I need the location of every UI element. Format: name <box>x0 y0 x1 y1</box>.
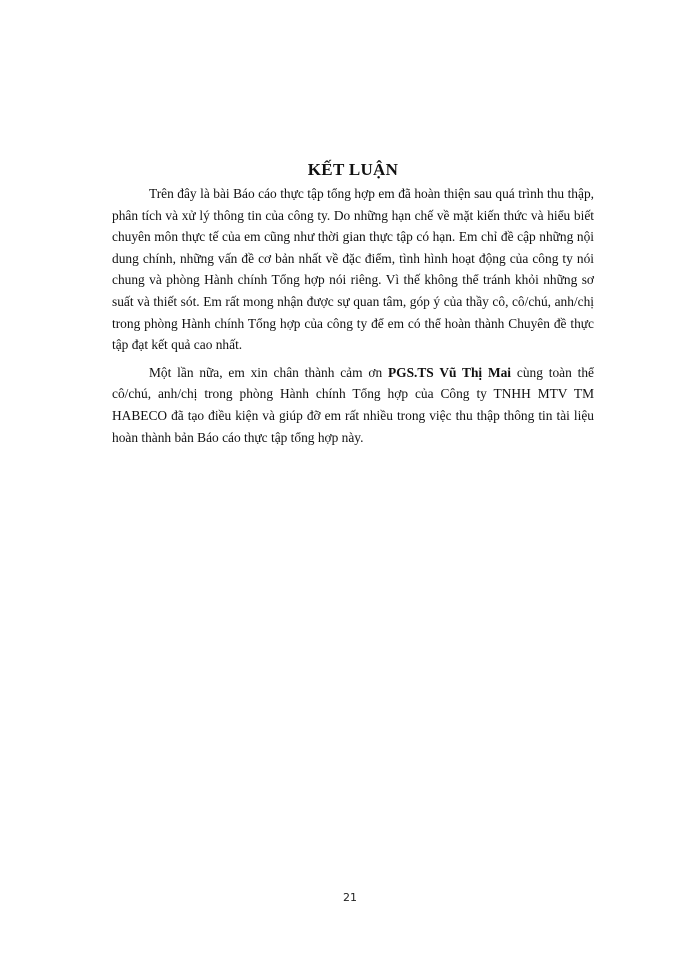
acknowledgement-text-end: cùng toàn thể cô/chú, anh/chị trong phòng Hành chính Tổng hợp của Công ty TNHH MTV TM HABECO đã tạo điều kiện và giúp đỡ em rất nhiều trong việc thu thập thông tin tài liệu hoàn thành bản Báo cáo thực tập tổng hợp này. <box>112 364 594 445</box>
acknowledgement-text-start: Một lần nữa, em xin chân thành cảm ơn <box>149 364 388 380</box>
paragraph-summary: Trên đây là bài Báo cáo thực tập tổng hợp em đã hoàn thiện sau quá trình thu thập, phân tích và xử lý thông tin của công ty. Do những hạn chế về mặt kiến thức và hiểu biết chuyên môn thực tế của em cũng như thời gian thực tập có hạn. Em chỉ đề cập những nội dung chính, những vấn đề cơ bản nhất về đặc điểm, tình hình hoạt động của công ty nói chung và phòng Hành chính Tổng hợp nói riêng. Vì thế không thể tránh khỏi những sơ suất và thiết sót. Em rất mong nhận được sự quan tâm, góp ý của thầy cô, cô/chú, anh/chị trong phòng Hành chính Tổng hợp của công ty để em có thể hoàn thành Chuyên đề thực tập đạt kết quả cao nhất. <box>112 186 594 353</box>
document-body <box>112 159 594 454</box>
page-title: KẾT LUẬN <box>307 160 399 179</box>
paragraph-acknowledgement <box>112 362 594 448</box>
page-number: 21 <box>343 891 357 904</box>
advisor-name: PGS.TS Vũ Thị Mai <box>387 364 512 380</box>
